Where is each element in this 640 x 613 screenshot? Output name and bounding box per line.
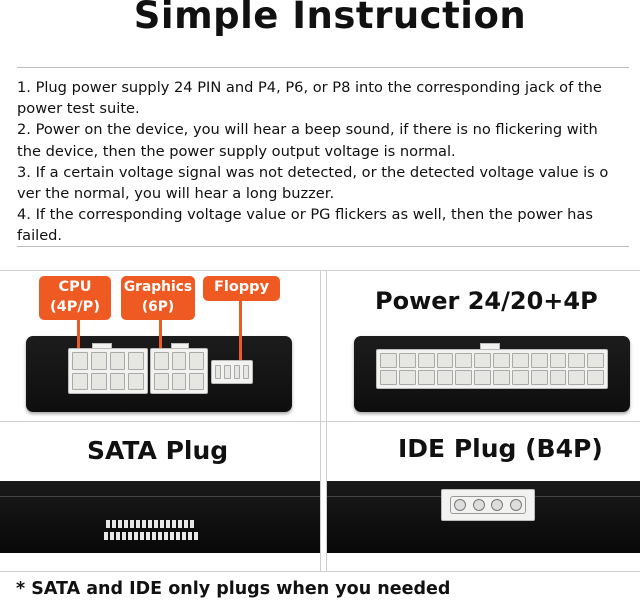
tester-device-edge xyxy=(0,481,320,553)
connector-pin xyxy=(512,370,529,385)
sata-pin xyxy=(158,532,162,540)
connector-pin xyxy=(568,353,585,368)
sata-pin xyxy=(122,532,126,540)
sata-pin xyxy=(146,532,150,540)
connector-pin xyxy=(418,353,435,368)
connector-pin xyxy=(399,370,416,385)
connector-pin xyxy=(587,370,604,385)
step-line: 3. If a certain voltage signal was not detected, or the detected voltage value is o xyxy=(17,163,609,181)
sata-pin xyxy=(112,520,116,528)
floppy-label: Floppy xyxy=(213,279,270,295)
step-line: the device, then the power supply output voltage is normal. xyxy=(17,142,456,160)
ide-pin xyxy=(491,499,503,511)
footer-note: * SATA and IDE only plugs when you needed xyxy=(16,579,451,599)
ide-pin xyxy=(510,499,522,511)
connector-pin xyxy=(128,352,144,370)
grid-line xyxy=(0,571,640,572)
step-line: power test suite. xyxy=(17,100,140,118)
sata-pin xyxy=(118,520,122,528)
sata-connector xyxy=(106,520,194,528)
connector-pin xyxy=(455,353,472,368)
sata-pin xyxy=(154,520,158,528)
grid-line xyxy=(320,270,321,571)
cpu-callout xyxy=(39,276,111,320)
ide-label: IDE Plug (B4P) xyxy=(398,434,603,463)
connector-pin xyxy=(531,353,548,368)
sata-pin xyxy=(104,532,108,540)
connector-pin xyxy=(437,370,454,385)
step-line: 2. Power on the device, you will hear a beep sound, if there is no flickering with xyxy=(17,121,598,139)
connector-pin xyxy=(110,373,126,391)
sata-pin xyxy=(170,532,174,540)
cpu-connector xyxy=(68,348,148,394)
instruction-steps xyxy=(17,77,640,247)
sata-pin xyxy=(140,532,144,540)
graphics-sub-label: (6P) xyxy=(141,299,175,315)
graphics-label: Graphics xyxy=(123,279,193,295)
sata-pin xyxy=(166,520,170,528)
connector-pin xyxy=(550,353,567,368)
sata-pin xyxy=(182,532,186,540)
connector-pin xyxy=(128,373,144,391)
connector-pin xyxy=(474,353,491,368)
page-title: Simple Instruction xyxy=(133,0,527,37)
connector-pin xyxy=(224,365,230,379)
connector-pin xyxy=(154,373,169,391)
sata-pin xyxy=(128,532,132,540)
connector-pin xyxy=(91,352,107,370)
title-divider xyxy=(17,67,629,68)
floppy-connector xyxy=(211,360,253,384)
connector-pin xyxy=(437,353,454,368)
connector-pin xyxy=(172,373,187,391)
sata-connector xyxy=(104,532,198,540)
device-seam xyxy=(0,496,320,497)
sata-pin xyxy=(142,520,146,528)
sata-pin xyxy=(176,532,180,540)
step-line: 4. If the corresponding voltage value or PG flickers as well, then the power has xyxy=(17,206,593,224)
ide-connector xyxy=(441,489,535,521)
sata-pin xyxy=(188,532,192,540)
graphics-connector xyxy=(150,348,208,394)
connector-pin xyxy=(550,370,567,385)
sata-pin xyxy=(190,520,194,528)
power-label: Power 24/20+4P xyxy=(375,287,598,315)
sata-pin xyxy=(130,520,134,528)
connector-pin xyxy=(512,353,529,368)
sata-pin xyxy=(178,520,182,528)
sata-pin xyxy=(110,532,114,540)
sata-pin xyxy=(160,520,164,528)
sata-pin xyxy=(184,520,188,528)
floppy-pointer xyxy=(239,300,242,360)
connector-pin xyxy=(234,365,240,379)
connector-pin xyxy=(243,365,249,379)
connector-pin xyxy=(72,373,88,391)
connector-pin xyxy=(418,370,435,385)
sata-pin xyxy=(106,520,110,528)
atx-24pin-connector xyxy=(376,349,608,389)
connector-pin xyxy=(474,370,491,385)
connector-pin xyxy=(215,365,221,379)
step-line: 1. Plug power supply 24 PIN and P4, P6, or P8 into the corresponding jack of the xyxy=(17,79,602,96)
sata-pin xyxy=(164,532,168,540)
connector-pin xyxy=(531,370,548,385)
connector-pin xyxy=(568,370,585,385)
floppy-callout xyxy=(203,276,280,301)
connector-pin xyxy=(380,370,397,385)
connector-pin xyxy=(189,352,204,370)
sata-pin xyxy=(172,520,176,528)
connector-pin xyxy=(455,370,472,385)
connector-pin xyxy=(189,373,204,391)
connector-pin xyxy=(110,352,126,370)
connector-pin xyxy=(72,352,88,370)
connector-pin xyxy=(493,353,510,368)
sata-pin xyxy=(194,532,198,540)
sata-pin xyxy=(124,520,128,528)
ide-pin xyxy=(473,499,485,511)
sata-pin xyxy=(134,532,138,540)
graphics-callout xyxy=(121,276,195,320)
connector-pin xyxy=(154,352,169,370)
sata-label: SATA Plug xyxy=(87,436,229,465)
connector-pin xyxy=(91,373,107,391)
connector-pin xyxy=(380,353,397,368)
step-line: ver the normal, you will hear a long buzzer. xyxy=(17,185,335,203)
sata-pin xyxy=(152,532,156,540)
sata-pin xyxy=(148,520,152,528)
connector-pin xyxy=(493,370,510,385)
connector-pin xyxy=(399,353,416,368)
connector-pin xyxy=(587,353,604,368)
cpu-sub-label: (4P/P) xyxy=(50,299,100,315)
sata-pin xyxy=(136,520,140,528)
step-line: failed. xyxy=(17,227,63,245)
connector-pin xyxy=(172,352,187,370)
ide-pin xyxy=(454,499,466,511)
sata-pin xyxy=(116,532,120,540)
steps-divider xyxy=(17,246,629,247)
cpu-label: CPU xyxy=(58,279,92,295)
